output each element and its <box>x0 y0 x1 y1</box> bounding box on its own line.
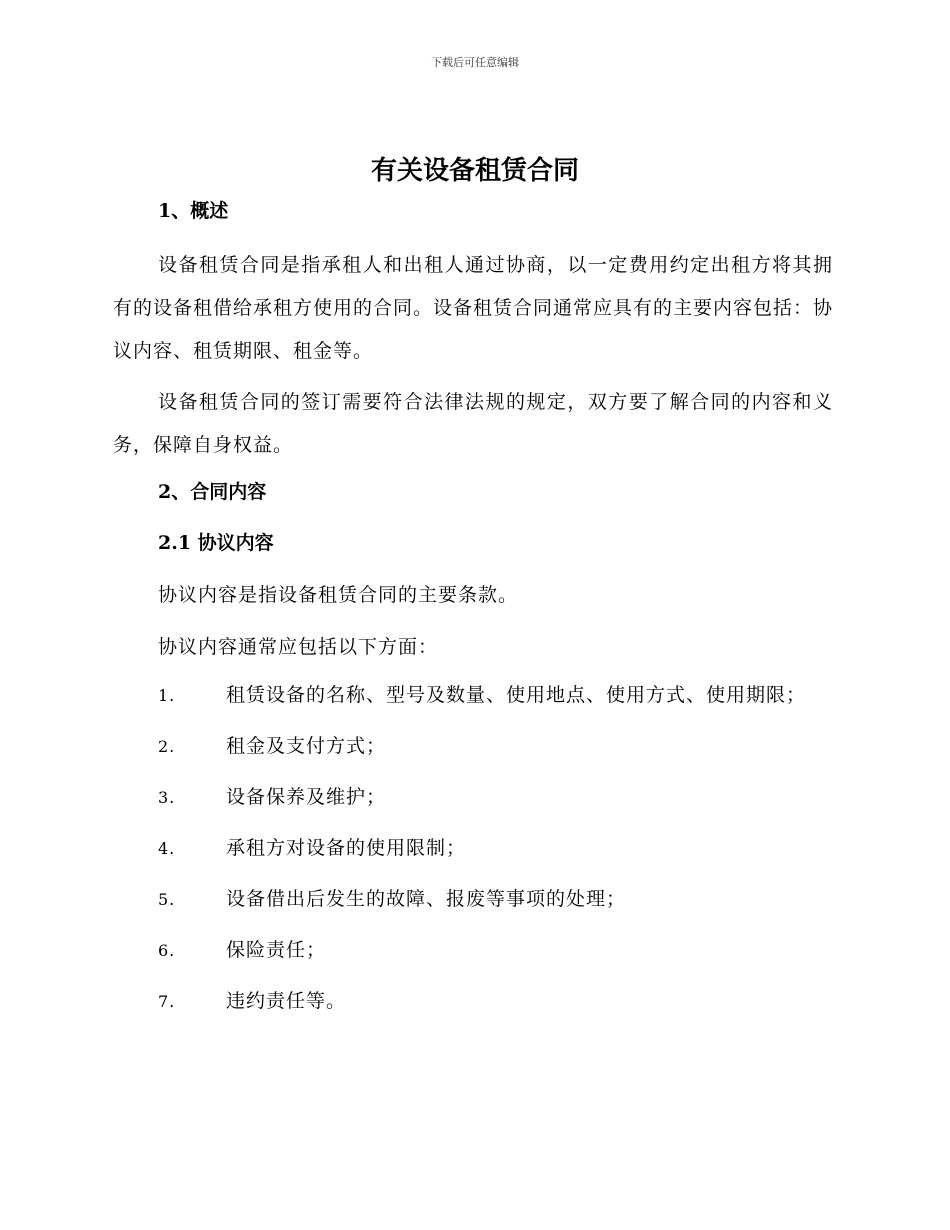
list-item-number: 2. <box>158 737 176 756</box>
section-1-paragraph-2: 设备租赁合同的签订需要符合法律法规的规定，双方要了解合同的内容和义务，保障自身权益。 <box>113 391 833 456</box>
list-item-text: 保险责任； <box>226 939 327 961</box>
list-item <box>113 827 833 870</box>
list-item <box>113 776 833 819</box>
list-item <box>113 980 833 1023</box>
list-item <box>113 929 833 972</box>
section-2-1-paragraph-1: 协议内容是指设备租赁合同的主要条款。 <box>158 584 519 606</box>
list-item-number: 1. <box>158 686 176 705</box>
list-item-text: 设备借出后发生的故障、报废等事项的处理； <box>226 888 627 910</box>
section-1-heading: 1、概述 <box>158 200 229 222</box>
list-item-number: 5. <box>158 890 176 909</box>
list-item-text: 设备保养及维护； <box>226 786 387 808</box>
agreement-items-list <box>113 674 833 1023</box>
list-item-number: 6. <box>158 941 176 960</box>
list-item-number: 4. <box>158 839 176 858</box>
list-item-text: 承租方对设备的使用限制； <box>226 837 467 859</box>
header-note: 下载后可任意编辑 <box>431 56 519 69</box>
list-item-text: 违约责任等。 <box>226 990 347 1012</box>
list-item <box>113 674 833 717</box>
section-2-1-heading: 2.1 协议内容 <box>158 532 274 554</box>
list-item-text: 租赁设备的名称、型号及数量、使用地点、使用方式、使用期限； <box>226 684 807 706</box>
document-title: 有关设备租赁合同 <box>370 156 579 186</box>
list-item-number: 7. <box>158 992 176 1011</box>
section-2-1-paragraph-2: 协议内容通常应包括以下方面： <box>158 636 439 658</box>
section-1-paragraph-1: 设备租赁合同是指承租人和出租人通过协商，以一定费用约定出租方将其拥有的设备租借给承租方使用的合同。设备租赁合同通常应具有的主要内容包括：协议内容、租赁期限、租金等。 <box>113 254 834 362</box>
list-item <box>113 725 833 768</box>
section-2-heading: 2、合同内容 <box>158 481 267 503</box>
list-item <box>113 878 833 921</box>
document-body <box>113 194 833 1031</box>
list-item-number: 3. <box>158 788 176 807</box>
list-item-text: 租金及支付方式； <box>226 735 387 757</box>
